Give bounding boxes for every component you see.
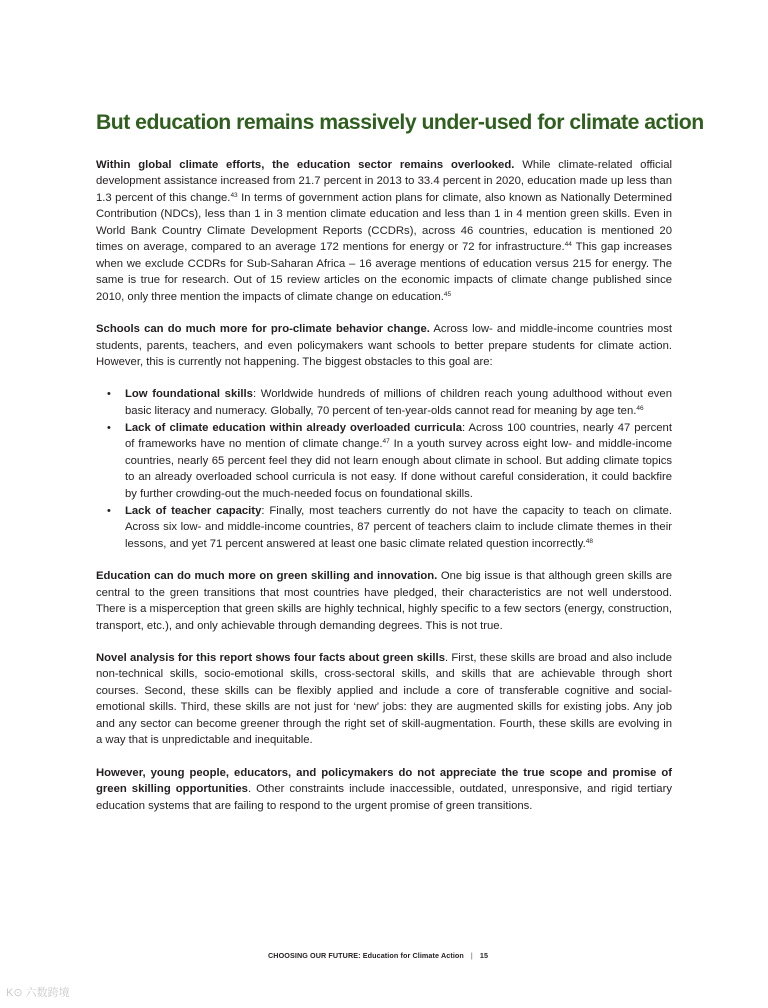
paragraph-education-overlooked: Within global climate efforts, the education sector remains overlooked. While climate-related official development assistance increased from 21.7 percent in 2013 to 33.4 percent in 2020, education made up less than 1.3 percent of this change.$^{43}$ In terms of government action plans for climate, also known as Nationally Determined Contribution (NDCs), less than 1 in 3 mention climate education and less than 1 in 4 mention green skills. Even in World Bank Country Climate Development Reports (CCDRs), across 46 countries, education is mentioned 20 times on average, compared to an average 172 mentions for energy or 72 for infrastructure.$^{44}$ This gap increases when we exclude CCDRs for Sub-Saharan Africa – 16 average mentions of education versus 215 for energy. The same is true for research. Out of 15 review articles on the economic impacts of climate change published since 2010, only three mention the impacts of climate change on education.$^{45}$ [96,159,672,303]
document-body [96,108,704,830]
list-item: • Low foundational skills: Worldwide hundreds of millions of children reach young adulthood without even basic literacy and numeracy. Globally, 70 percent of ten-year-olds cannot read for meaning by age ten.$^{46}$ [107,388,673,417]
watermark-logo: K⊙ 六数跨境 [6,987,70,999]
paragraph-lead: Schools can do much more for pro-climate behavior change. [96,323,430,336]
bullet-icon: • [107,388,111,401]
paragraph-lead: However, young people, educators, and policymakers do not appreciate the true scope and promise of green skilling opportunities [96,766,672,796]
section-heading: But education remains massively under-used for climate action [96,111,704,134]
paragraph-schools: Schools can do much more for pro-climate behavior change. Across low- and middle-income countries most students, parents, teachers, and even policymakers want schools to better prepare students for climate action. However, this is currently not happening. The biggest obstacles to this goal are: [96,323,672,368]
page-number: 15 [479,951,489,960]
footnote-ref: 47 [382,438,390,446]
footnote-ref: 45 [443,290,452,298]
footnote-ref: 46 [636,404,644,412]
paragraph-novel-analysis: Novel analysis for this report shows four facts about green skills. First, these skills are broad and also include non-technical skills, socio-emotional skills, cross-sectoral skills, and skills that are achievable through short courses. Second, these skills can be flexibly applied and include a core of transferable cognitive and social-emotional skills. Third, these skills are not just for ‘new’ jobs: they are augmented skills for existing jobs. Any job and any sector can become greener through the right set of skill-augmentation. Fourth, these skills are evolving in a way that is unpredictable and inequitable. [96,651,672,747]
footnote-ref: 43 [230,191,238,199]
paragraph-lead: Novel analysis for this report shows four facts about green skills [96,651,445,664]
obstacles-list [96,386,672,552]
page-footer [268,951,488,961]
paragraph-lead: Within global climate efforts, the education sector remains overlooked. [96,159,515,171]
footnote-ref: 44 [564,241,572,249]
paragraph-green-skilling: Education can do much more on green skilling and innovation. One big issue is that although green skills are central to the green transitions that most countries have pledged, their characteristics are not well understood. There is a misperception that green skills are highly technical, highly specific to a few sectors (energy, construction, transport, etc.), and only achievable through demanding degrees. This is not true. [96,570,672,632]
list-item: • Lack of teacher capacity: Finally, most teachers currently do not have the capacity to teach on climate. Across six low- and middle-income countries, 87 percent of teachers claim to include climate themes in their lessons, and yet 71 percent answered at least one basic climate related question incorrectly.$^{48}$ [107,504,673,550]
footnote-ref: 48 [585,537,593,545]
bullet-icon: • [107,504,111,517]
paragraph-lead: Education can do much more on green skilling and innovation. [96,570,438,583]
paragraph-young-people: However, young people, educators, and policymakers do not appreciate the true scope and promise of green skilling opportunities. Other constraints include inaccessible, outdated, unresponsive, and rigid tertiary education systems that are failing to respond to the urgent promise of green transitions. [96,766,672,812]
footer-title: CHOOSING OUR FUTURE: Education for Climate Action [268,951,464,960]
list-item: • Lack of climate education within already overloaded curricula: Across 100 countries, nearly 47 percent of frameworks have no mention of climate change.$^{47}$ In a youth survey across eight low- and middle-income countries, nearly 65 percent feel they did not learn enough about climate in school. But adding climate topics to an already overloaded school curricula is not easy. If done without careful consideration, it could backfire by further crowding-out the much-needed focus on foundational skills. [107,421,672,500]
bullet-icon: • [107,421,111,434]
footer-separator: | [470,951,473,960]
